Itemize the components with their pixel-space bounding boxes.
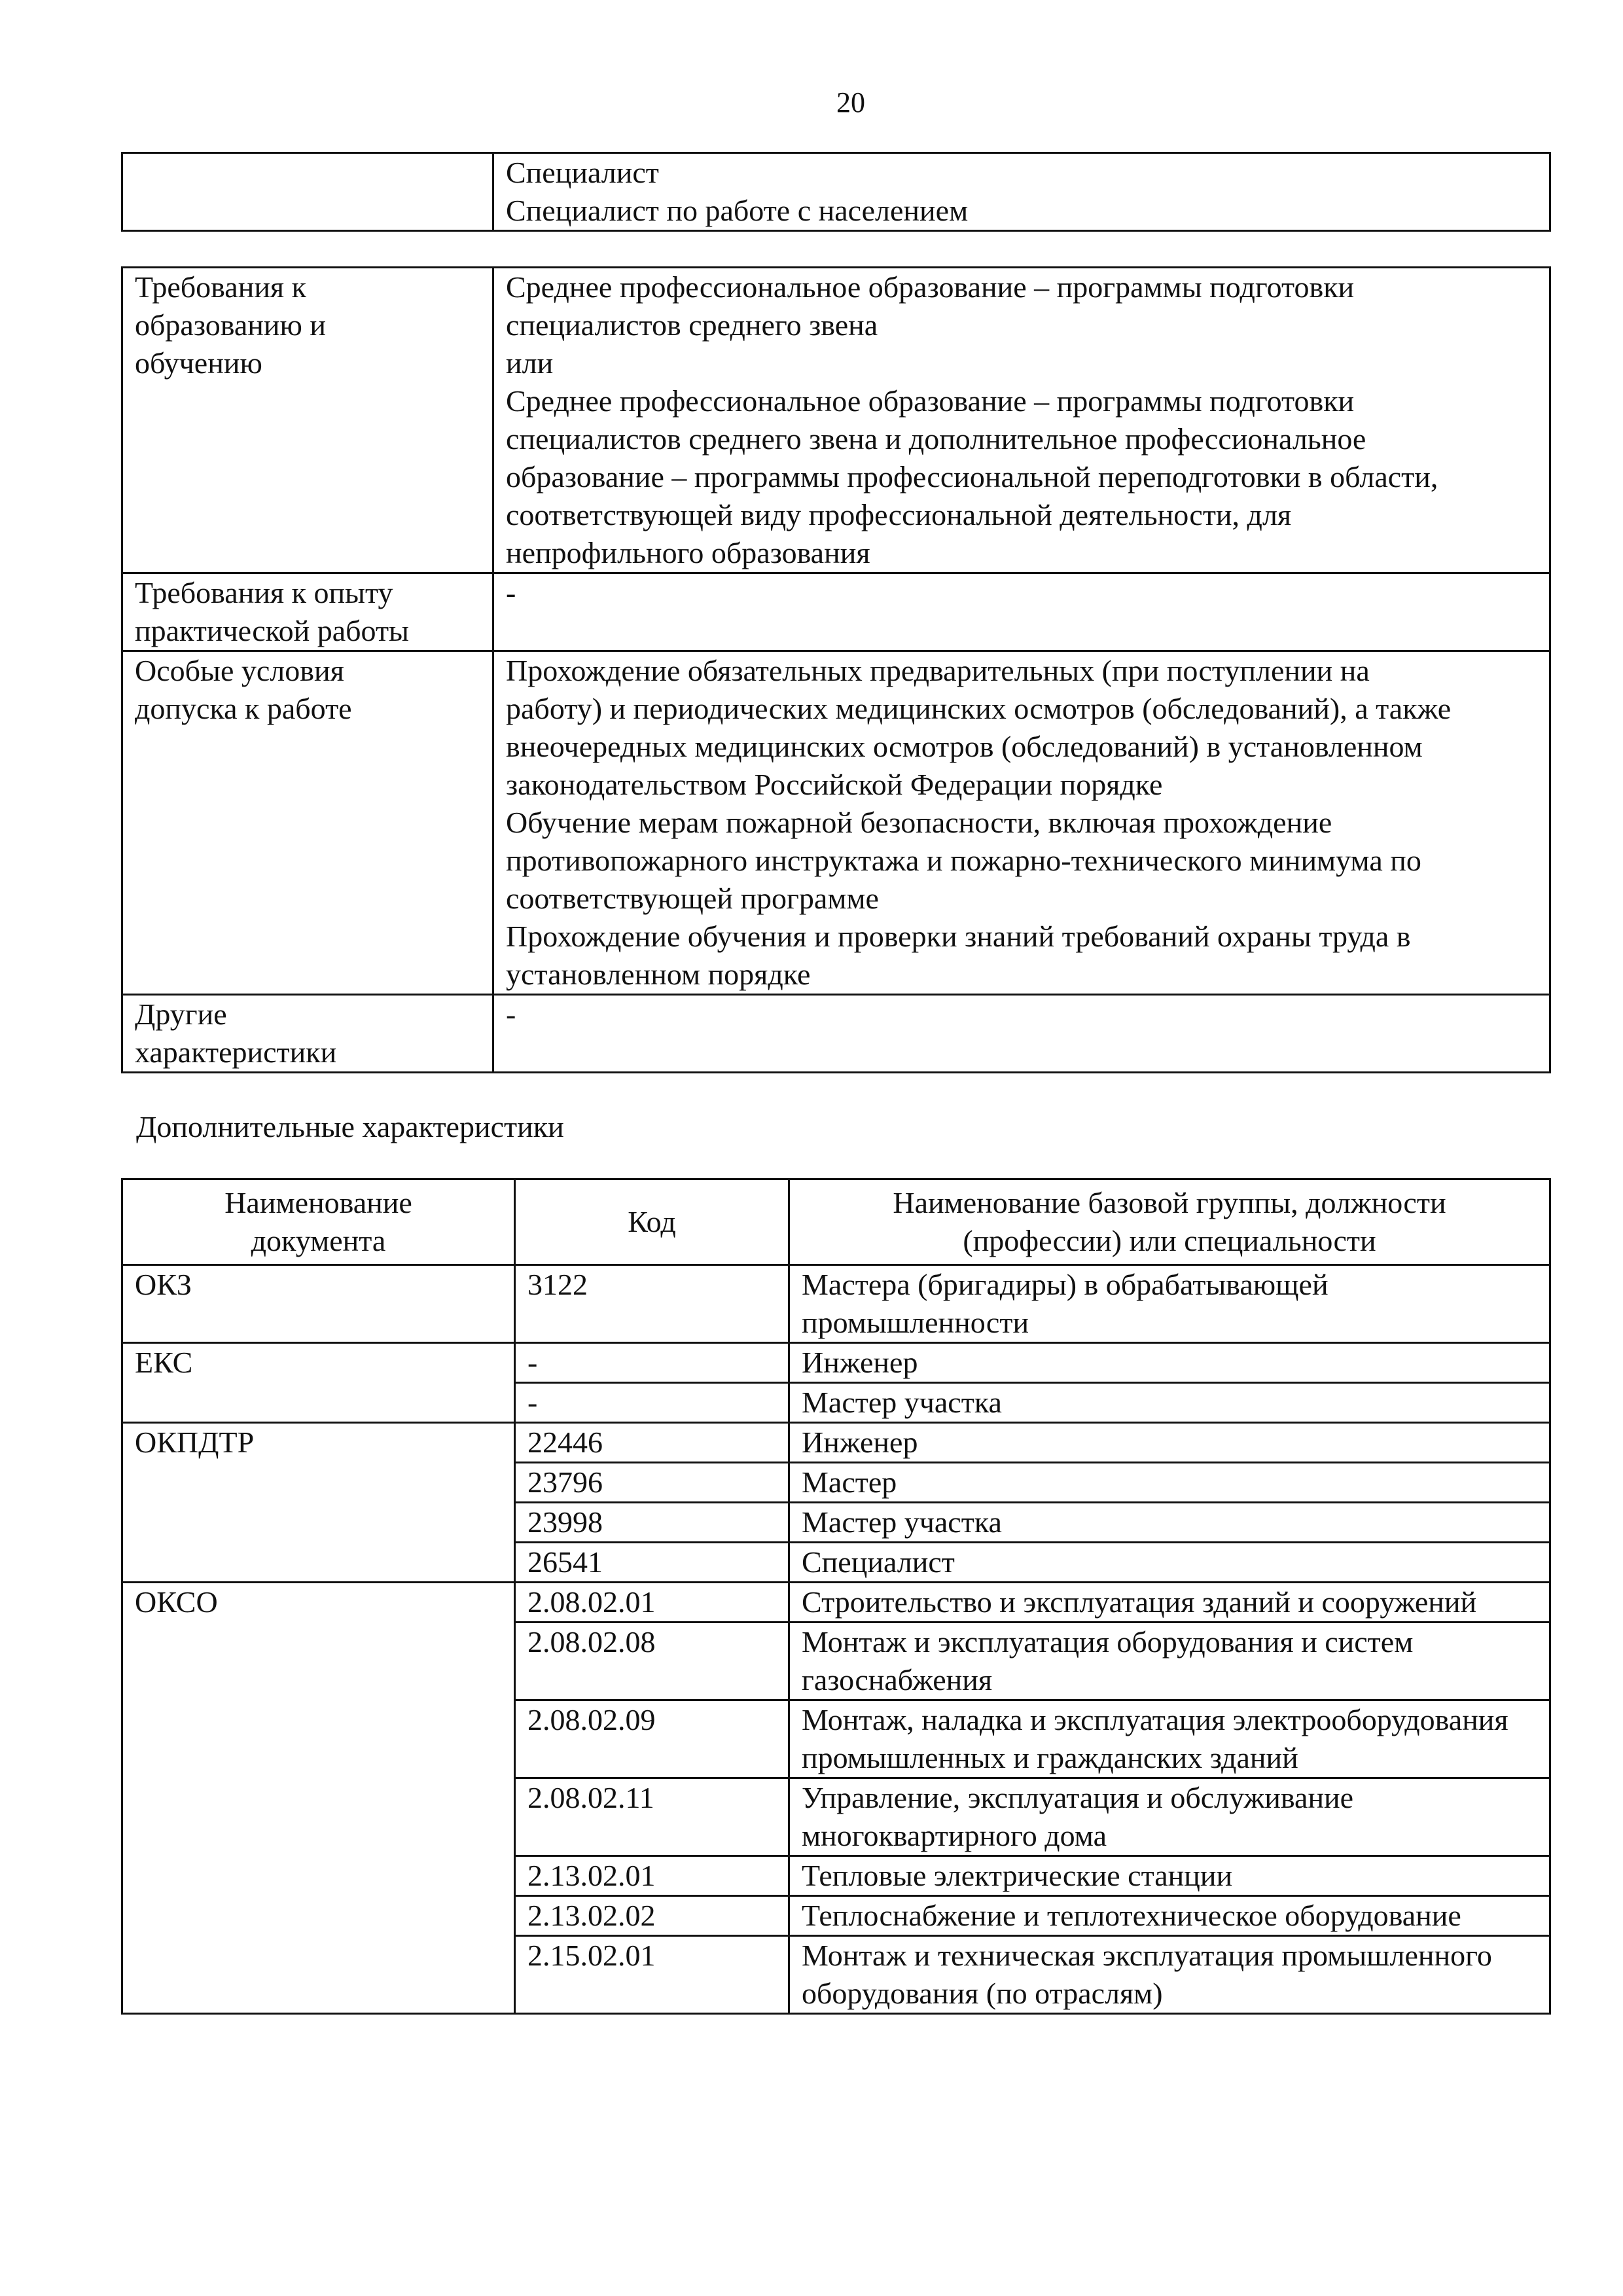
requirements-row-conditions — [122, 651, 1550, 995]
label-line: обучению — [135, 346, 262, 380]
value-line: непрофильного образования — [506, 536, 870, 569]
header-empty-cell — [122, 153, 493, 231]
value-line: Прохождение обязательных предварительных (при поступлении на — [506, 654, 1370, 687]
requirements-value-cell — [493, 573, 1550, 651]
label-line: образованию и — [135, 308, 326, 342]
value-line: работу) и периодических медицинских осмотров (обследований), а также — [506, 692, 1452, 725]
table-row — [122, 1343, 1550, 1383]
code-cell: 23998 — [515, 1503, 789, 1543]
additional-header-row — [122, 1179, 1550, 1265]
doc-cell: ОКПДТР — [122, 1423, 515, 1583]
name-cell — [789, 1623, 1550, 1700]
column-header-code: Код — [515, 1179, 789, 1265]
table-row — [122, 1423, 1550, 1463]
name-line: Монтаж и техническая эксплуатация промышленного — [802, 1939, 1492, 1972]
value-line: Среднее профессиональное образование – программы подготовки — [506, 270, 1355, 304]
column-header-name — [789, 1179, 1550, 1265]
name-line: Теплоснабжение и теплотехническое оборудование — [802, 1899, 1461, 1932]
value-line: соответствующей виду профессиональной деятельности, для — [506, 498, 1292, 531]
name-line: Мастер участка — [802, 1505, 1002, 1539]
name-cell — [789, 1896, 1550, 1936]
code-cell: 2.15.02.01 — [515, 1936, 789, 2014]
name-cell — [789, 1583, 1550, 1623]
requirements-label-cell — [122, 268, 493, 573]
doc-cell: ОКСО — [122, 1583, 515, 2014]
name-line: газоснабжения — [802, 1663, 993, 1696]
header-table — [121, 152, 1551, 232]
value-line: внеочередных медицинских осмотров (обследований) в установленном — [506, 730, 1423, 763]
code-cell: 23796 — [515, 1463, 789, 1503]
doc-cell: ЕКС — [122, 1343, 515, 1423]
header-value-cell — [493, 153, 1550, 231]
label-line: Другие — [135, 997, 227, 1031]
value-line: - — [506, 576, 516, 609]
code-cell: 2.08.02.01 — [515, 1583, 789, 1623]
name-cell — [789, 1543, 1550, 1583]
name-line: Тепловые электрические станции — [802, 1859, 1233, 1892]
code-cell: - — [515, 1343, 789, 1383]
code-cell: 22446 — [515, 1423, 789, 1463]
requirements-label-cell — [122, 573, 493, 651]
requirements-row-other — [122, 995, 1550, 1073]
label-line: Требования к — [135, 270, 306, 304]
column-header-doc — [122, 1179, 515, 1265]
name-line: промышленности — [802, 1306, 1029, 1339]
value-line: соответствующей программе — [506, 882, 879, 915]
header-line: Наименование базовой группы, должности — [893, 1186, 1446, 1219]
section-title: Дополнительные характеристики — [136, 1110, 564, 1143]
code-cell: 2.08.02.11 — [515, 1778, 789, 1856]
name-line: Инженер — [802, 1346, 918, 1379]
requirements-row-education — [122, 268, 1550, 573]
table-row — [122, 1583, 1550, 1623]
header-line: документа — [251, 1224, 386, 1257]
name-line: оборудования (по отраслям) — [802, 1977, 1163, 2010]
name-line: Монтаж, наладка и эксплуатация электрооборудования — [802, 1703, 1508, 1736]
name-line: Мастер — [802, 1465, 897, 1499]
value-line: или — [506, 346, 554, 380]
requirements-table — [121, 266, 1551, 1073]
name-line: Инженер — [802, 1426, 918, 1459]
code-cell: 26541 — [515, 1543, 789, 1583]
name-line: Мастер участка — [802, 1386, 1002, 1419]
code-cell: 2.08.02.08 — [515, 1623, 789, 1700]
name-cell — [789, 1265, 1550, 1343]
value-line: Среднее профессиональное образование – программы подготовки — [506, 384, 1355, 418]
code-cell: 2.13.02.02 — [515, 1896, 789, 1936]
label-line: характеристики — [135, 1035, 337, 1069]
value-line: законодательством Российской Федерации порядке — [506, 768, 1163, 801]
name-cell — [789, 1503, 1550, 1543]
requirements-value-cell — [493, 651, 1550, 995]
name-line: Управление, эксплуатация и обслуживание — [802, 1781, 1354, 1814]
value-line: - — [506, 997, 516, 1031]
requirements-row-experience — [122, 573, 1550, 651]
name-cell — [789, 1700, 1550, 1778]
label-line: Требования к опыту — [135, 576, 393, 609]
requirements-value-cell — [493, 268, 1550, 573]
code-cell: 3122 — [515, 1265, 789, 1343]
header-table-row — [122, 153, 1550, 231]
value-line: установленном порядке — [506, 958, 811, 991]
name-cell — [789, 1936, 1550, 2014]
value-line: противопожарного инструктажа и пожарно-технического минимума по — [506, 844, 1421, 877]
label-line: практической работы — [135, 614, 409, 647]
name-line: Монтаж и эксплуатация оборудования и систем — [802, 1625, 1414, 1659]
requirements-label-cell — [122, 995, 493, 1073]
value-line: Прохождение обучения и проверки знаний требований охраны труда в — [506, 920, 1411, 953]
name-cell — [789, 1778, 1550, 1856]
name-cell — [789, 1383, 1550, 1423]
name-cell — [789, 1343, 1550, 1383]
name-cell — [789, 1463, 1550, 1503]
code-cell: 2.08.02.09 — [515, 1700, 789, 1778]
additional-table — [121, 1178, 1551, 2015]
label-line: допуска к работе — [135, 692, 352, 725]
code-cell: 2.13.02.01 — [515, 1856, 789, 1896]
header-line: (профессии) или специальности — [963, 1224, 1376, 1257]
name-line: промышленных и гражданских зданий — [802, 1741, 1298, 1774]
value-line: образование – программы профессиональной переподготовки в области, — [506, 460, 1438, 493]
value-line: специалистов среднего звена — [506, 308, 878, 342]
name-cell — [789, 1423, 1550, 1463]
label-line: Особые условия — [135, 654, 344, 687]
header-line: Наименование — [224, 1186, 412, 1219]
page-number: 20 — [836, 86, 865, 118]
requirements-value-cell — [493, 995, 1550, 1073]
value-line: специалистов среднего звена и дополнительное профессиональное — [506, 422, 1366, 456]
code-cell: - — [515, 1383, 789, 1423]
table-row — [122, 1265, 1550, 1343]
name-cell — [789, 1856, 1550, 1896]
doc-cell: ОКЗ — [122, 1265, 515, 1343]
header-line: Специалист по работе с населением — [506, 194, 969, 227]
name-line: Мастера (бригадиры) в обрабатывающей — [802, 1268, 1329, 1301]
value-line: Обучение мерам пожарной безопасности, включая прохождение — [506, 806, 1332, 839]
requirements-label-cell — [122, 651, 493, 995]
name-line: Специалист — [802, 1545, 955, 1579]
name-line: многоквартирного дома — [802, 1819, 1107, 1852]
name-line: Строительство и эксплуатация зданий и сооружений — [802, 1585, 1477, 1619]
header-line: Специалист — [506, 156, 659, 189]
